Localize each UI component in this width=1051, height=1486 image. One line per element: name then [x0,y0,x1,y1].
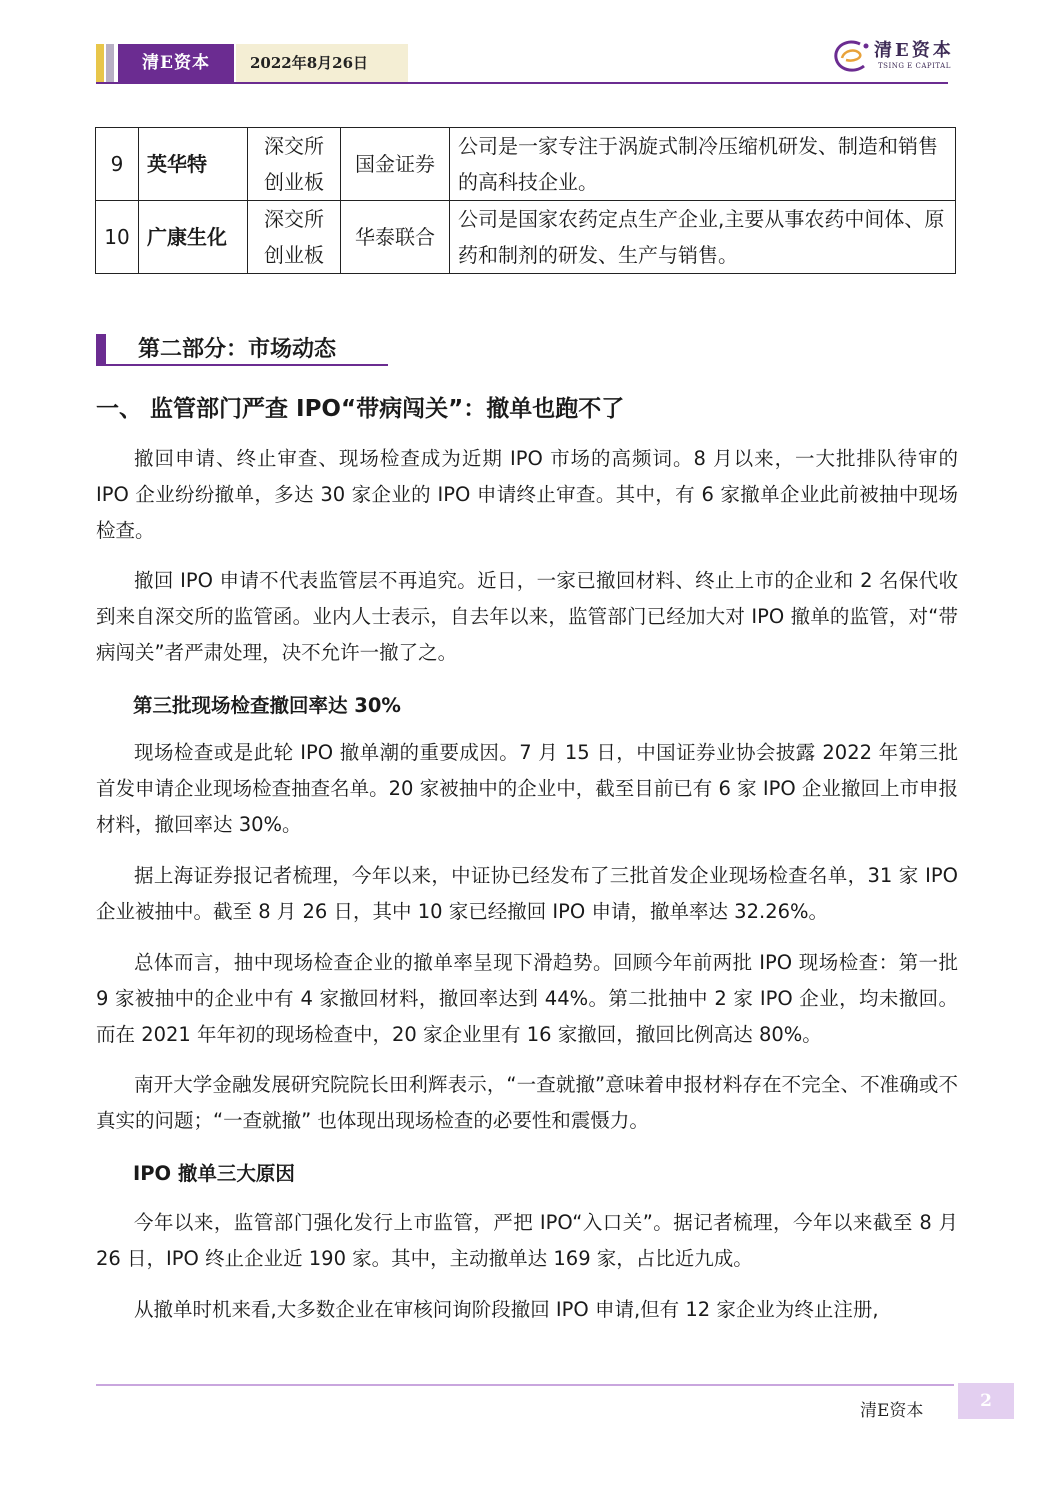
paragraph: 现场检查或是此轮 IPO 撤单潮的重要成因。7 月 15 日，中国证券业协会披露 2022 年第三批首发申请企业现场检查抽查名单。20 家被抽中的企业中，截至目前已有 6 家 IPO 企业撤回上市申报材料，撤回率达 30%。 [96,741,958,836]
page-number: 2 [958,1383,1014,1419]
article-heading: 一、 监管部门严查 IPO“带病闯关”：撤单也跑不了 [96,396,625,422]
paragraph: 南开大学金融发展研究院院长田利辉表示，“一查就撤”意味着申报材料存在不完全、不准确或不真实的问题；“一查就撤” 也体现出现场检查的必要性和震慑力。 [96,1073,958,1132]
paragraph: 总体而言，抽中现场检查企业的撤单率呈现下滑趋势。回顾今年前两批 IPO 现场检查：第一批 9 家被抽中的企业中有 4 家撤回材料，撤回率达到 44%。第二批抽中 2 家 IPO 企业，均未撤回。而在 2021 年年初的现场检查中，20 家企业里有 16 家撤回，撤回比例高达 80%。 [96,951,958,1046]
exchange: 深交所创业板 [248,128,341,201]
footer-divider [96,1384,954,1386]
logo-text-en: TSING E CAPITAL [878,62,951,70]
header-accent-gray [106,44,114,82]
broker: 国金证券 [341,128,450,201]
row-number: 9 [96,128,139,201]
company-description: 公司是国家农药定点生产企业,主要从事农药中间体、原药和制剂的研发、生产与销售。 [450,201,956,274]
subheading: IPO 撤单三大原因 [133,1162,295,1185]
company-description: 公司是一家专注于涡旋式制冷压缩机研发、制造和销售的高科技企业。 [450,128,956,201]
paragraph: 据上海证券报记者梳理，今年以来，中证协已经发布了三批首发企业现场检查名单，31 家 IPO 企业被抽中。截至 8 月 26 日，其中 10 家已经撤回 IPO 申请，撤单率达 32.26%。 [96,864,958,923]
logo-text-cn: 清E资本 [874,40,954,61]
header-accent-yellow [96,44,104,82]
subheading: 第三批现场检查撤回率达 30% [133,694,401,717]
section-title: 第二部分：市场动态 [138,337,337,362]
company-logo [830,36,960,78]
header-divider [96,82,948,84]
section-marker [96,334,106,364]
row-number: 10 [96,201,139,274]
header-brand: 清E资本 [118,44,234,82]
ipo-table [95,127,956,274]
company-name: 广康生化 [139,201,248,274]
paragraph: 从撤单时机来看,大多数企业在审核问询阶段撤回 IPO 申请,但有 12 家企业为终止注册, [134,1298,879,1321]
paragraph: 撤回申请、终止审查、现场检查成为近期 IPO 市场的高频词。8 月以来，一大批排队待审的 IPO 企业纷纷撤单，多达 30 家企业的 IPO 申请终止审查。其中，有 6 家撤单企业此前被抽中现场检查。 [96,447,958,542]
footer-brand: 清E资本 [860,1401,924,1421]
paragraph: 撤回 IPO 申请不代表监管层不再追究。近日，一家已撤回材料、终止上市的企业和 2 名保代收到来自深交所的监管函。业内人士表示，自去年以来，监管部门已经加大对 IPO 撤单的监管，对“带病闯关”者严肃处理，决不允许一撤了之。 [96,569,958,664]
section-underline [96,364,388,366]
paragraph: 今年以来，监管部门强化发行上市监管，严把 IPO“入口关”。据记者梳理，今年以来截至 8 月 26 日，IPO 终止企业近 190 家。其中，主动撤单达 169 家，占比近九成。 [96,1211,958,1270]
logo-swirl-icon [830,36,874,78]
table-row [96,201,956,274]
company-name: 英华特 [139,128,248,201]
exchange: 深交所创业板 [248,201,341,274]
broker: 华泰联合 [341,201,450,274]
header-date: 2022年8月26日 [236,44,408,82]
table-row [96,128,956,201]
